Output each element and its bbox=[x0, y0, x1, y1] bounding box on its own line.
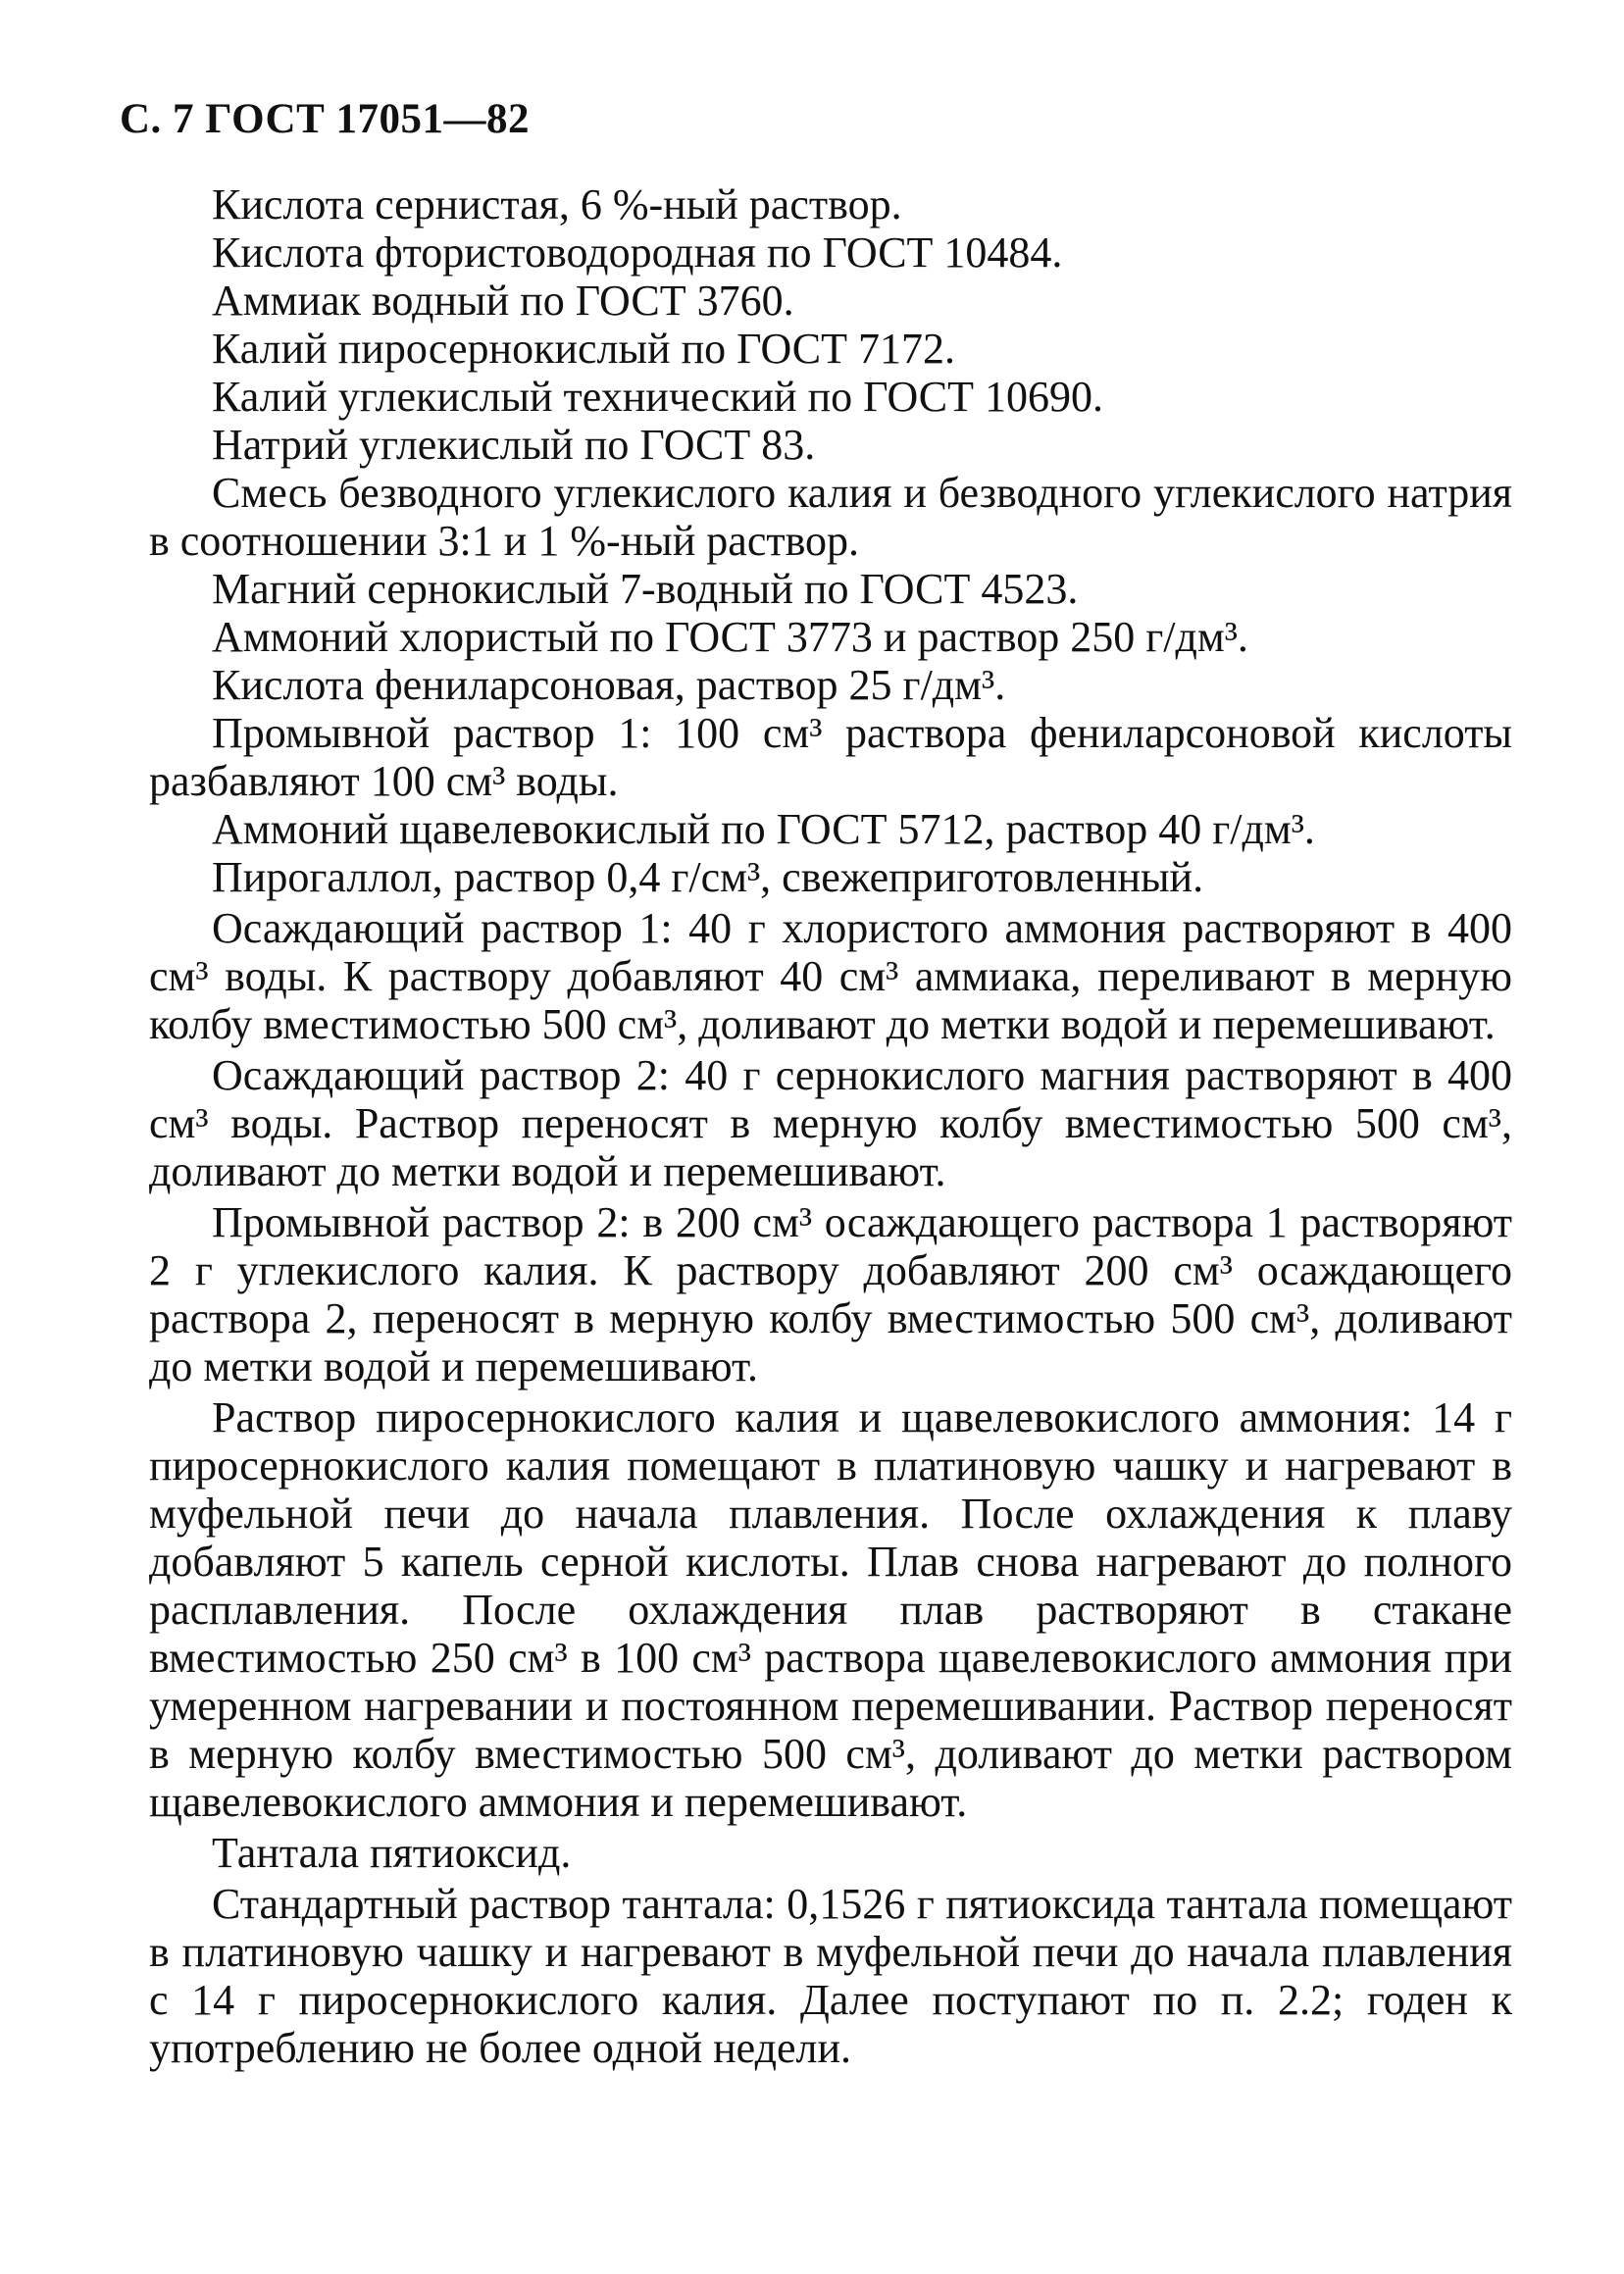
document-body bbox=[149, 180, 1512, 2072]
paragraph-wash-solution-2: Промывной раствор 2: в 200 см³ осаждающего раствора 1 растворяют 2 г углекислого калия. К раствору добавляют 200 см³ осаждающего раствора 2, переносят в мерную колбу вместимостью 500 см³, доливают до метки водой и перемешивают. bbox=[149, 1198, 1512, 1390]
page-header: С. 7 ГОСТ 17051—82 bbox=[120, 96, 531, 142]
paragraph-ammonium-oxalate: Аммоний щавелевокислый по ГОСТ 5712, раствор 40 г/дм³. bbox=[212, 805, 1315, 853]
paragraph-ammonium-chloride: Аммоний хлористый по ГОСТ 3773 и раствор 250 г/дм³. bbox=[212, 613, 1248, 661]
paragraph-precipitating-solution-1: Осаждающий раствор 1: 40 г хлористого аммония растворяют в 400 см³ воды. К раствору добавляют 40 см³ аммиака, переливают в мерную колбу вместимостью 500 см³, доливают до метки водой и перемешивают. bbox=[149, 904, 1512, 1048]
paragraph-wash-solution-1: Промывной раствор 1: 100 см³ раствора фениларсоновой кислоты разбавляют 100 см³ воды. bbox=[149, 709, 1512, 805]
paragraph-precipitating-solution-2: Осаждающий раствор 2: 40 г сернокислого магния растворяют в 400 см³ воды. Раствор переносят в мерную колбу вместимостью 500 см³, доливают до метки водой и перемешивают. bbox=[149, 1051, 1512, 1195]
paragraph-standard-tantalum-solution: Стандартный раствор тантала: 0,1526 г пятиоксида тантала помещают в платиновую чашку и нагревают в муфельной печи до начала плавления с 14 г пиросернокислого калия. Далее поступают по п. 2.2; годен к употреблению не более одной недели. bbox=[149, 1880, 1512, 2072]
paragraph-pyrosulfate-oxalate-solution: Раствор пиросернокислого калия и щавелевокислого аммония: 14 г пиросернокислого калия помещают в платиновую чашку и нагревают в муфельной печи до начала плавления. После охлаждения к плаву добавляют 5 капель серной кислоты. Плав снова нагревают до полного расплавления. После охлаждения плав растворяют в стакане вместимостью 250 см³ в 100 см³ раствора щавелевокислого аммония при умеренном нагревании и постоянном перемешивании. Раствор переносят в мерную колбу вместимостью 500 см³, доливают до метки раствором щавелевокислого аммония и перемешивают. bbox=[149, 1393, 1512, 1826]
paragraph-pyrogallol: Пирогаллол, раствор 0,4 г/см³, свежеприготовленный. bbox=[212, 853, 1204, 901]
paragraph-potassium-pyrosulfate: Калий пиросернокислый по ГОСТ 7172. bbox=[212, 325, 956, 373]
paragraph-tantalum-pentoxide: Тантала пятиоксид. bbox=[212, 1829, 572, 1877]
paragraph-sulfurous-acid: Кислота сернистая, 6 %-ный раствор. bbox=[212, 180, 902, 228]
paragraph-hydrofluoric-acid: Кислота фтористоводородная по ГОСТ 10484. bbox=[212, 228, 1063, 277]
paragraph-sodium-carbonate: Натрий углекислый по ГОСТ 83. bbox=[212, 421, 816, 469]
paragraph-magnesium-sulfate: Магний сернокислый 7-водный по ГОСТ 4523. bbox=[212, 565, 1079, 613]
paragraph-phenylarsonic-acid: Кислота фениларсоновая, раствор 25 г/дм³. bbox=[212, 661, 1006, 709]
paragraph-aqueous-ammonia: Аммиак водный по ГОСТ 3760. bbox=[212, 277, 794, 325]
paragraph-potassium-carbonate: Калий углекислый технический по ГОСТ 10690. bbox=[212, 373, 1104, 421]
paragraph-carbonate-mixture: Смесь безводного углекислого калия и безводного углекислого натрия в соотношении 3:1 и 1 %-ный раствор. bbox=[149, 469, 1512, 565]
